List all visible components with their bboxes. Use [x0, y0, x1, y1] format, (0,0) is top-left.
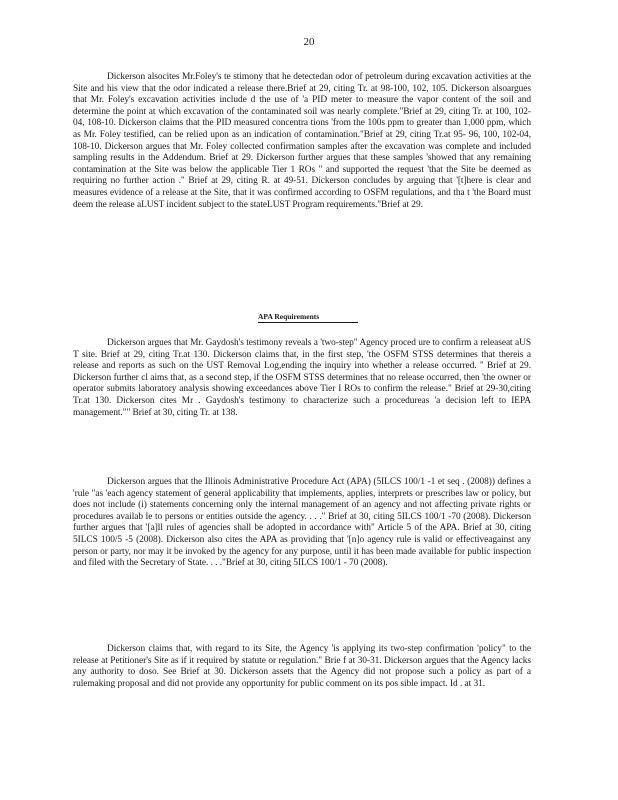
paragraph-apa-rule-definition: Dickerson argues that the Illinois Administrative Procedure Act (APA) (5ILCS 100/1 -1 et seq . (2008)) defines a 'rule "as 'each agency statement of general applicability that implements, applies, interprets or prescribes law or policy, but does not include (i) statements concerning only the internal management of an agency and not affecting private rights or procedures availab le to persons or entities outside the agency. . . ." Brief at 30, citing 5ILCS 100/1 -70 (2008). Dickerson further argues that '[a]ll rules of agencies shall be adopted in accordance with" Article 5 of the APA. Brief at 30, citing 5ILCS 100/5 -5 (2008). Dickerson also cites the APA as providing that '[n]o agency rule is valid or effectiveagainst any person or party, nor may it be invoked by the agency for any purpose, until it has been made available for public inspection and filed with the Secretary of State. . . ."Brief at 30, citing 5ILCS 100/1 - 70 (2008).	[73, 477, 531, 569]
section-heading-text: APA Requirements	[258, 312, 320, 321]
page-number: 20	[303, 36, 315, 48]
paragraph-agency-policy: Dickerson claims that, with regard to its Site, the Agency 'is applying its two-step confirmation 'policy" to the release at Petitioner's Site as if it required by statute or regulation." Brie f at 30-31. Dickerson argues that the Agency lacks any authority to doso. See Brief at 30. Dickerson assets that the Agency did not propose such a policy as part of a rulemaking proposal and did not provide any opportunity for public comment on its pos sible impact. Id . at 31.	[73, 644, 531, 689]
section-heading	[258, 312, 358, 323]
paragraph-foley-testimony: Dickerson alsocites Mr.Foley's te stimony that he detectedan odor of petroleum during excavation activities at the Site and his view that the odor indicated a release there.Brief at 29, citing Tr. at 98-100, 102, 105. Dickerson alsoargues that Mr. Foley's excavation activities include d the use of 'a PID meter to measure the vapor content of the soil and determine the point at which excavation of the contaminated soil was nearly complete."Brief at 29, citing Tr. at 100, 102-04, 108-10. Dickerson claims that the PID measured concentra tions 'from the 100s ppm to greater than 1,000 ppm, which as Mr. Foley testified, can be relied upon as an indication of contamination."Brief at 29, citing Tr.at 95- 96, 100, 102-04, 108-10. Dickerson argues that Mr. Foley collected confirmation samples after the excavation was complete and included sampling results in the Addendum. Brief at 29. Dickerson further argues that these samples 'showed that any remaining contamination at the Site was below the applicable Tier 1 ROs " and supported the request 'that the Site be deemed as requiring no further action ." Brief at 29, citing R. at 49-51. Dickerson concludes by arguing that '[t]here is clear and measures evidence of a release at the Site, that it was confirmed according to OSFM regulations, and tha t 'the Board must deem the release aLUST incident subject to the stateLUST Program requirements."Brief at 29.	[73, 72, 531, 210]
paragraph-two-step-procedure: Dickerson argues that Mr. Gaydosh's testimony reveals a 'two-step" Agency proced ure to confirm a releaseat aUS T site. Brief at 29, citing Tr.at 130. Dickerson claims that, in the first step, 'the OSFM STSS determines that thereis a release and reports as such on the UST Removal Log,ending the inquiry into whether a release occurred. " Brief at 29. Dickerson further cl aims that, as a second step, if the OSFM STSS determines that no release occurred, then 'the owner or operator submits laboratory analysis showing exceedances above Tier I ROs to confirm the release." Brief at 29-30,citing Tr.at 130. Dickerson cites Mr . Gaydosh's testimony to characterize such a procedureas 'a decision left to IEPA management."" Brief at 30, citing Tr. at 138.	[73, 338, 531, 418]
